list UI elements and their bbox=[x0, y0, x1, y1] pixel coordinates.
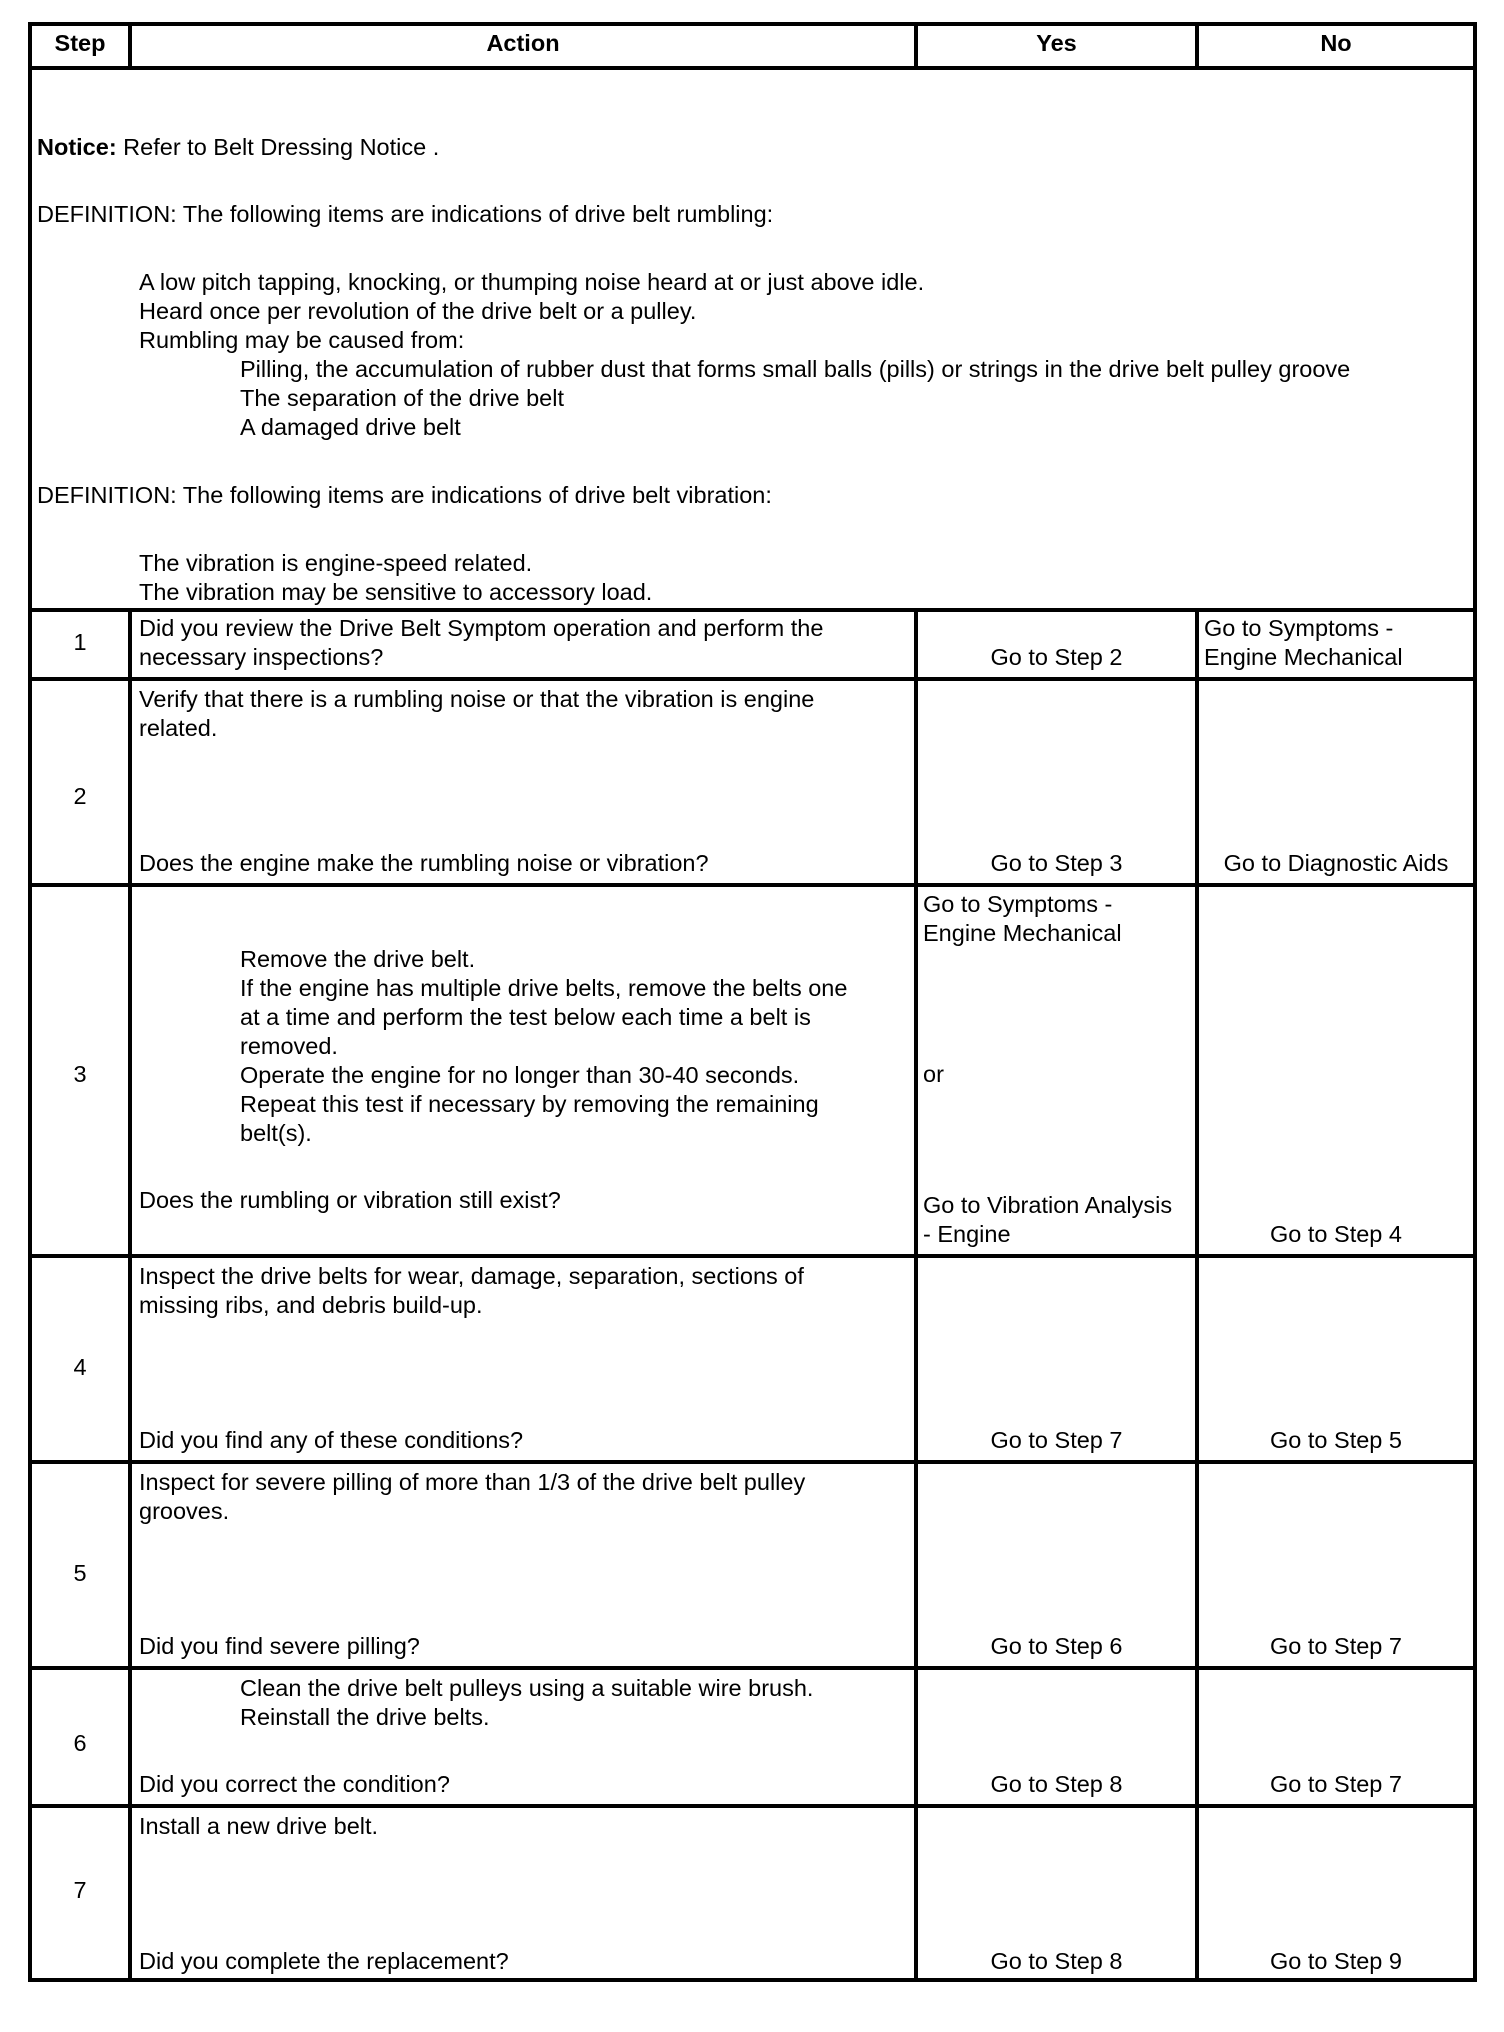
row-divider bbox=[32, 1804, 1473, 1808]
vibration-item: The vibration may be sensitive to accessory load. bbox=[139, 579, 653, 605]
rumbling-cause: The separation of the drive belt bbox=[240, 385, 564, 411]
step-action-line: Inspect for severe pilling of more than 1/3 of the drive belt pulley bbox=[139, 1469, 806, 1495]
row-divider bbox=[32, 1254, 1473, 1258]
step-action-line: Repeat this test if necessary by removing the remaining bbox=[240, 1091, 819, 1117]
vibration-definition: DEFINITION: The following items are indications of drive belt vibration: bbox=[37, 482, 772, 508]
no-result: Go to Step 7 bbox=[1270, 1771, 1402, 1797]
rumbling-cause: Pilling, the accumulation of rubber dust that forms small balls (pills) or strings in the drive belt pulley groove bbox=[240, 356, 1351, 382]
rumbling-item: Heard once per revolution of the drive belt or a pulley. bbox=[139, 298, 697, 324]
row-divider bbox=[32, 677, 1473, 681]
yes-or: or bbox=[923, 1061, 944, 1087]
rumbling-item: Rumbling may be caused from: bbox=[139, 327, 465, 353]
step-action-line: Verify that there is a rumbling noise or that the vibration is engine bbox=[139, 686, 815, 712]
step-action-line: grooves. bbox=[139, 1498, 230, 1524]
header-no: No bbox=[1320, 30, 1352, 56]
step-action-line: necessary inspections? bbox=[139, 644, 384, 670]
no-result: Go to Step 7 bbox=[1270, 1633, 1402, 1659]
step-question: Does the rumbling or vibration still exist? bbox=[139, 1187, 561, 1213]
row-divider bbox=[32, 66, 1473, 70]
yes-result-line: Go to Symptoms - bbox=[923, 891, 1113, 917]
header-yes: Yes bbox=[1036, 30, 1077, 56]
no-result-line: Engine Mechanical bbox=[1204, 644, 1403, 670]
step-action-line: at a time and perform the test below each time a belt is bbox=[240, 1004, 811, 1030]
header-step: Step bbox=[54, 30, 106, 56]
header-action: Action bbox=[486, 30, 560, 56]
no-result: Go to Step 5 bbox=[1270, 1427, 1402, 1453]
col-divider bbox=[128, 608, 132, 1978]
yes-result: Go to Step 3 bbox=[990, 850, 1123, 876]
step-number: 6 bbox=[73, 1730, 87, 1756]
step-number: 5 bbox=[73, 1560, 87, 1586]
step-number: 7 bbox=[73, 1877, 87, 1903]
step-number: 3 bbox=[73, 1061, 87, 1087]
yes-result: Go to Step 6 bbox=[990, 1633, 1123, 1659]
step-question: Did you correct the condition? bbox=[139, 1771, 450, 1797]
vibration-item: The vibration is engine-speed related. bbox=[139, 550, 533, 576]
step-question: Did you find severe pilling? bbox=[139, 1633, 420, 1659]
rumbling-item: A low pitch tapping, knocking, or thumping noise heard at or just above idle. bbox=[139, 269, 925, 295]
step-action-line: removed. bbox=[240, 1033, 338, 1059]
step-question: Did you find any of these conditions? bbox=[139, 1427, 524, 1453]
step-action-line: Inspect the drive belts for wear, damage, separation, sections of bbox=[139, 1263, 804, 1289]
notice-text: Refer to Belt Dressing Notice . bbox=[116, 134, 440, 160]
yes-result: Go to Step 8 bbox=[990, 1948, 1123, 1974]
rumbling-cause: A damaged drive belt bbox=[240, 414, 461, 440]
step-action-line: Reinstall the drive belts. bbox=[240, 1704, 490, 1730]
no-result: Go to Step 9 bbox=[1270, 1948, 1402, 1974]
step-action-line: Install a new drive belt. bbox=[139, 1813, 379, 1839]
row-divider bbox=[32, 1666, 1473, 1670]
step-action-line: related. bbox=[139, 715, 218, 741]
step-number: 4 bbox=[73, 1354, 87, 1380]
rumbling-definition: DEFINITION: The following items are indications of drive belt rumbling: bbox=[37, 201, 774, 227]
step-number: 2 bbox=[73, 783, 87, 809]
yes-result-line: - Engine bbox=[923, 1221, 1011, 1247]
step-question: Does the engine make the rumbling noise or vibration? bbox=[139, 850, 709, 876]
diagnostic-table bbox=[28, 22, 1477, 1982]
step-action-line: Did you review the Drive Belt Symptom operation and perform the bbox=[139, 615, 824, 641]
step-action-line: If the engine has multiple drive belts, remove the belts one bbox=[240, 975, 848, 1001]
step-action-line: missing ribs, and debris build-up. bbox=[139, 1292, 483, 1318]
notice-label: Notice: bbox=[37, 134, 117, 160]
yes-result-line: Engine Mechanical bbox=[923, 920, 1122, 946]
no-result: Go to Step 4 bbox=[1270, 1221, 1402, 1247]
step-number: 1 bbox=[73, 629, 87, 655]
step-action-line: Remove the drive belt. bbox=[240, 946, 476, 972]
step-action-line: belt(s). bbox=[240, 1120, 312, 1146]
no-result-line: Go to Symptoms - bbox=[1204, 615, 1394, 641]
yes-result: Go to Step 2 bbox=[990, 644, 1123, 670]
row-divider bbox=[32, 608, 1473, 612]
no-result: Go to Diagnostic Aids bbox=[1223, 850, 1449, 876]
row-divider bbox=[32, 883, 1473, 887]
step-action-line: Operate the engine for no longer than 30-40 seconds. bbox=[240, 1062, 800, 1088]
yes-result-line: Go to Vibration Analysis bbox=[923, 1192, 1173, 1218]
yes-result: Go to Step 7 bbox=[990, 1427, 1123, 1453]
step-action-line: Clean the drive belt pulleys using a suitable wire brush. bbox=[240, 1675, 814, 1701]
notice-line bbox=[37, 133, 439, 162]
yes-result: Go to Step 8 bbox=[990, 1771, 1123, 1797]
row-divider bbox=[32, 1460, 1473, 1464]
step-question: Did you complete the replacement? bbox=[139, 1948, 509, 1974]
